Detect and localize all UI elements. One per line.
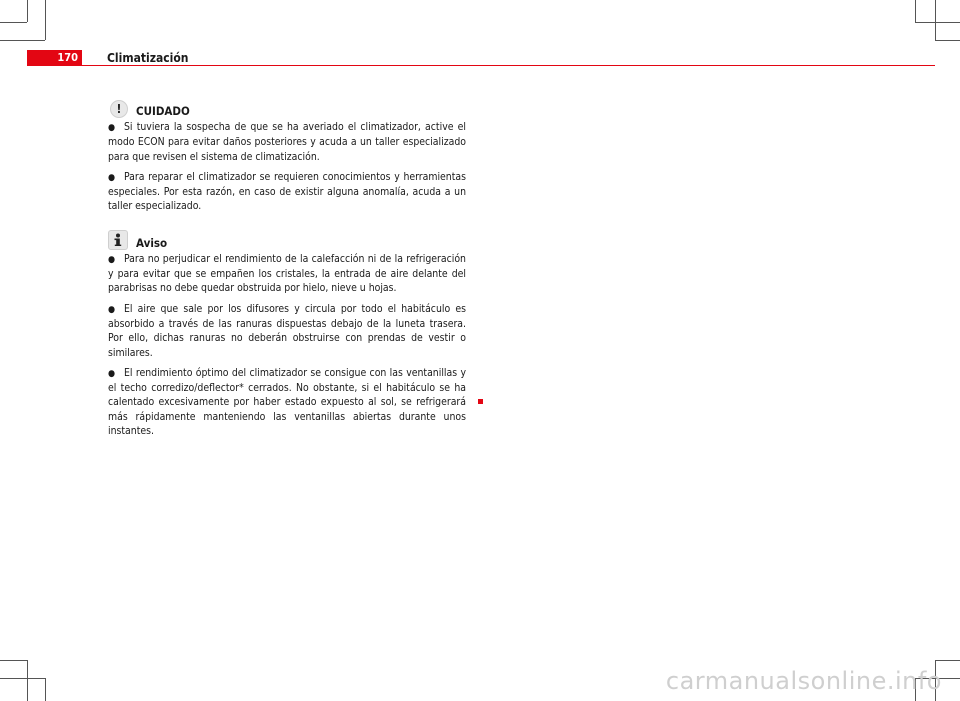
crop-mark xyxy=(45,678,46,701)
info-person-icon xyxy=(108,230,128,250)
caution-title: CUIDADO xyxy=(136,104,190,118)
caution-item-text: Para reparar el climatizador se requieren conocimientos y herramientas especiales. Por esta razón, en caso de existir alguna anomalía, acuda a un taller especializado. xyxy=(108,170,466,213)
crop-mark xyxy=(0,678,45,679)
page-content xyxy=(108,100,466,444)
watermark: carmanualsonline.info xyxy=(665,667,942,695)
caution-item xyxy=(108,170,466,214)
bullet-dot-icon: ● xyxy=(108,123,116,133)
bullet-dot-icon: ● xyxy=(108,368,116,379)
bullet-dot-icon: ● xyxy=(108,172,116,183)
notice-item-text: El rendimiento óptimo del climatizador se consigue con las ventanillas y el techo corredizo/deflector* cerrados. No obstante, si el habitáculo se ha calentado excesivamente por haber estado expuesto al sol, se refrigerará más rápidamente manteniendo las ventanillas abiertas durante unos instantes. xyxy=(108,366,466,438)
header-rule xyxy=(82,65,935,66)
crop-mark xyxy=(935,660,960,661)
notice-item-text: El aire que sale por los difusores y circula por todo el habitáculo es absorbido a través de las ranuras dispuestas debajo de la luneta trasera. Por ello, dichas ranuras no deberán obstruirse con prendas de vestir o similares. xyxy=(108,302,466,359)
notice-item-text: Para no perjudicar el rendimiento de la calefacción ni de la refrigeración y para evitar que se empañen los cristales, la entrada de aire delante del parabrisas no debe quedar obstruida por hielo, nieve u hojas. xyxy=(108,252,466,295)
crop-mark xyxy=(0,40,45,41)
notice-item xyxy=(108,366,466,438)
crop-mark xyxy=(935,40,960,41)
notice-header xyxy=(108,230,466,250)
notice-item xyxy=(108,302,466,360)
notice-item xyxy=(108,252,466,296)
section-title: Climatización xyxy=(107,51,189,65)
caution-item-text: Si tuviera la sospecha de que se ha averiado el climatizador, active el modo ECON para evitar daños posteriores y acuda a un taller especializado para que revisen el sistema de climatización. xyxy=(108,121,466,163)
page-number: 170 xyxy=(27,50,82,66)
bullet-dot-icon: ● xyxy=(108,304,116,315)
section-end-marker xyxy=(478,399,483,404)
notice-block xyxy=(108,230,466,439)
crop-mark xyxy=(45,0,46,40)
bullet-dot-icon: ● xyxy=(108,254,116,265)
caution-block xyxy=(108,100,466,214)
crop-mark xyxy=(27,660,28,701)
crop-mark xyxy=(935,0,936,40)
crop-mark xyxy=(915,22,960,23)
crop-mark xyxy=(0,22,27,23)
exclamation-circle-icon: ! xyxy=(110,100,128,118)
crop-mark xyxy=(0,660,27,661)
caution-header xyxy=(110,100,466,118)
notice-title: Aviso xyxy=(136,235,168,250)
crop-mark xyxy=(27,0,28,22)
crop-mark xyxy=(915,0,916,22)
caution-item xyxy=(108,120,466,164)
